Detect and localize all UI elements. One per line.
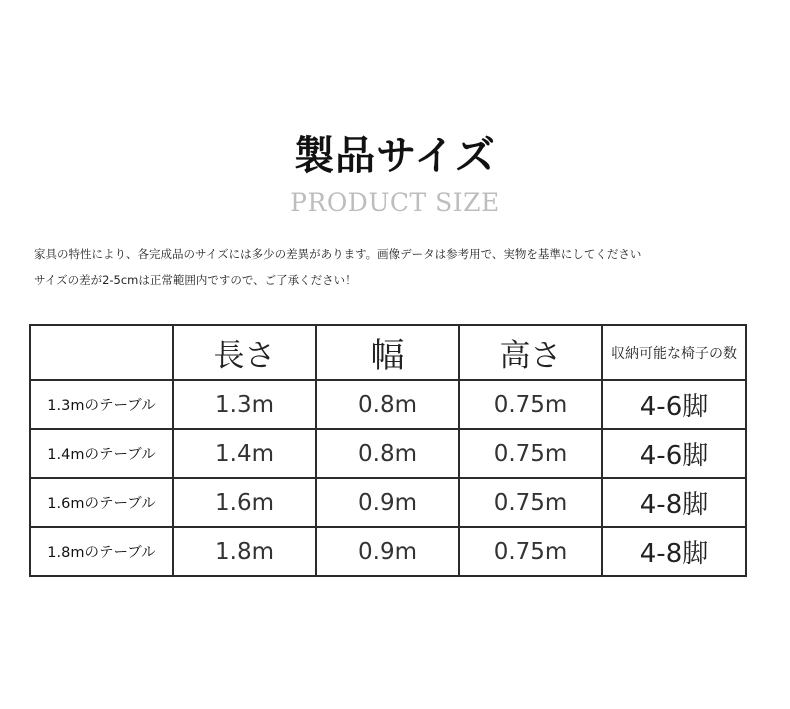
row-height: 0.75m [459,380,602,429]
table-row [30,429,746,478]
row-length: 1.8m [173,527,316,576]
table-header-row [30,325,746,380]
row-chair-capacity: 4-8脚 [602,478,746,527]
row-width: 0.9m [316,527,459,576]
table-row [30,527,746,576]
row-table-name: 1.6mのテーブル [30,478,173,527]
row-table-name: 1.8mのテーブル [30,527,173,576]
table-row [30,380,746,429]
size-note-line-1: 家具の特性により、各完成品のサイズには多少の差異があります。画像データは参考用で、実物を基準にしてください [34,247,642,261]
row-height: 0.75m [459,478,602,527]
header-height: 高さ [459,325,602,380]
page-title: 製品サイズ [294,133,496,179]
row-length: 1.4m [173,429,316,478]
page-subtitle: PRODUCT SIZE [290,188,500,217]
row-width: 0.9m [316,478,459,527]
header-width: 幅 [316,325,459,380]
row-height: 0.75m [459,527,602,576]
table-row [30,478,746,527]
row-length: 1.6m [173,478,316,527]
row-chair-capacity: 4-6脚 [602,380,746,429]
row-length: 1.3m [173,380,316,429]
row-width: 0.8m [316,429,459,478]
product-size-table [29,324,747,577]
row-chair-capacity: 4-6脚 [602,429,746,478]
header-chair-capacity: 収納可能な椅子の数 [602,325,746,380]
header-length: 長さ [173,325,316,380]
size-note-line-2: サイズの差が2-5cmは正常範囲内ですので、ご了承ください！ [34,273,357,287]
row-table-name: 1.3mのテーブル [30,380,173,429]
row-chair-capacity: 4-8脚 [602,527,746,576]
row-table-name: 1.4mのテーブル [30,429,173,478]
row-height: 0.75m [459,429,602,478]
row-width: 0.8m [316,380,459,429]
header-blank-cell [30,325,173,380]
